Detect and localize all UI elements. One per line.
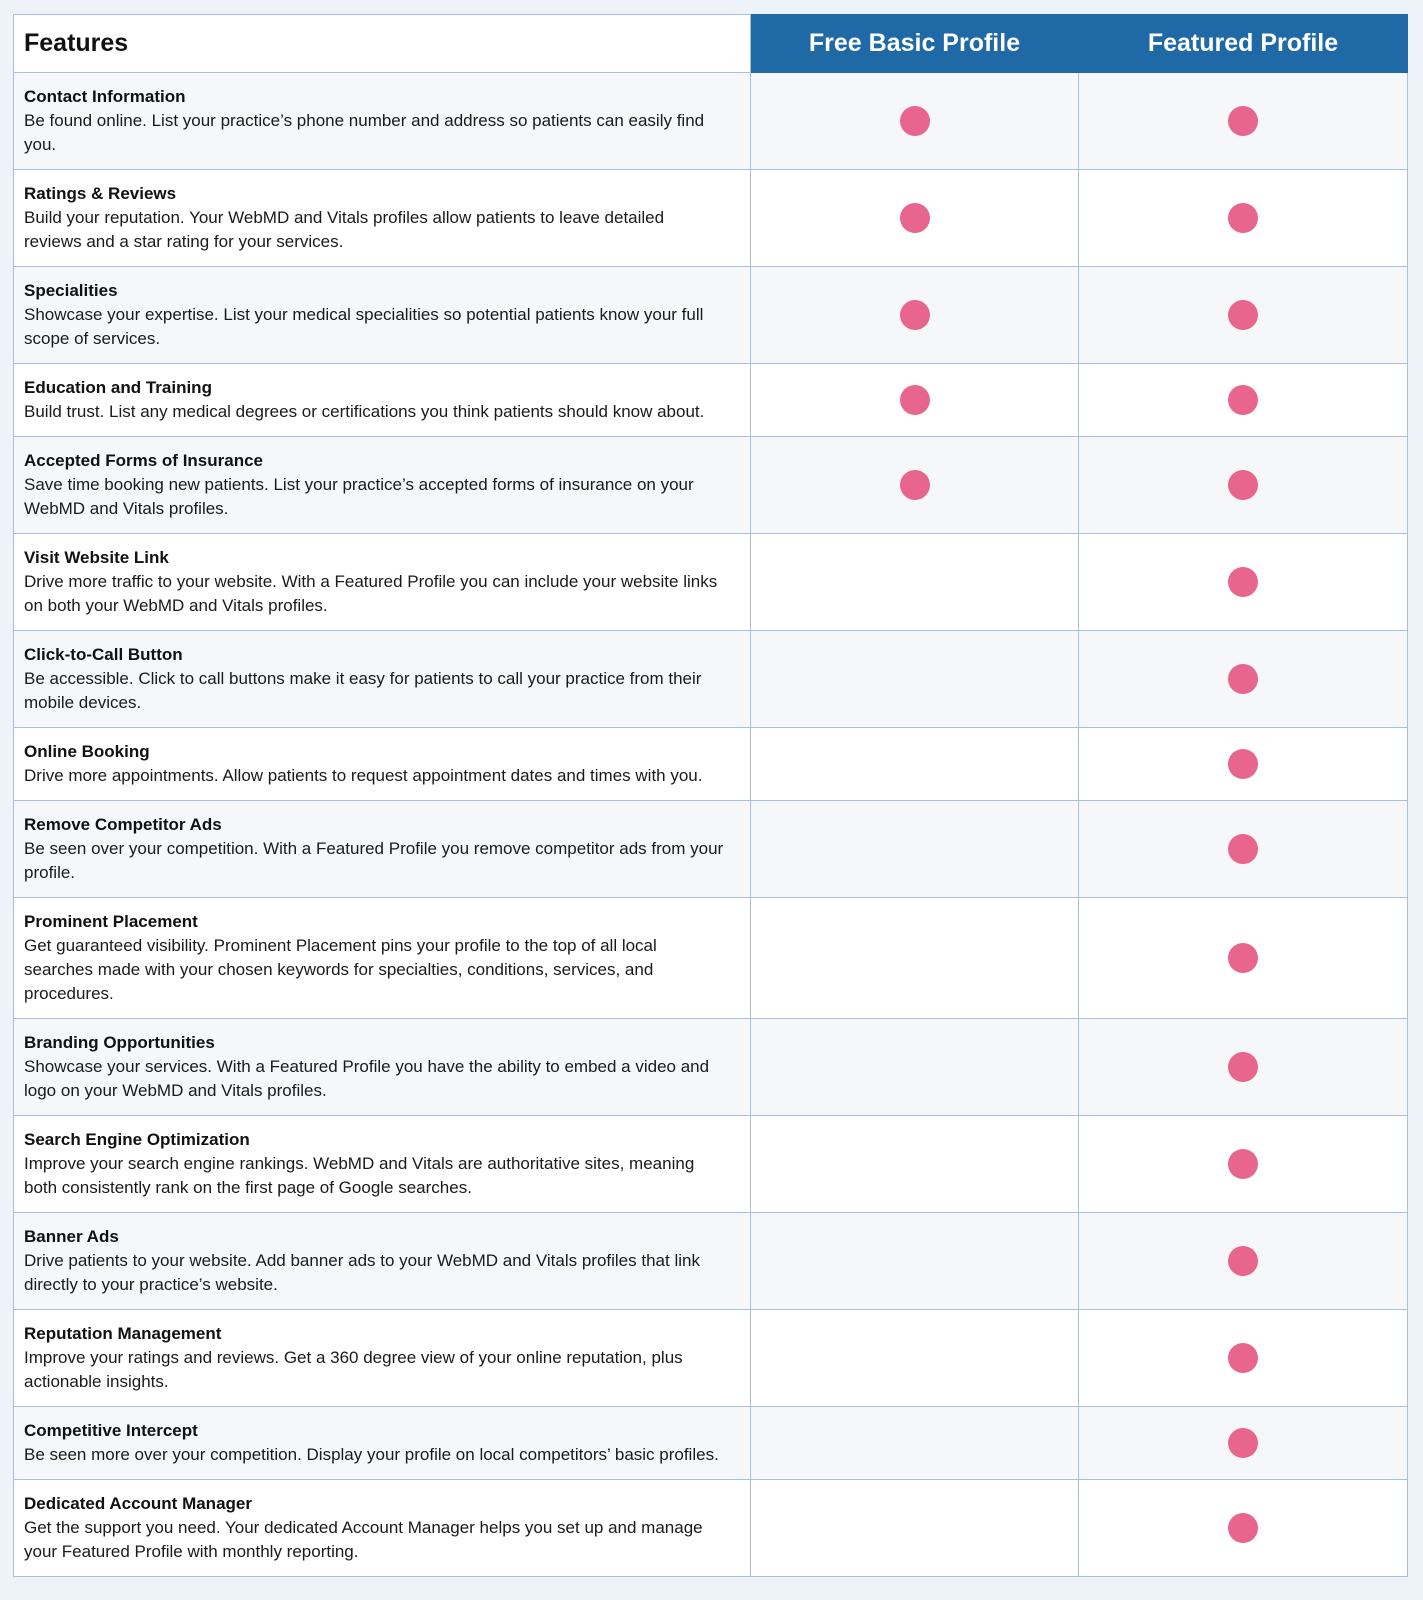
table-body: [14, 73, 1408, 1577]
included-dot-icon: [1228, 943, 1258, 973]
table-row: [14, 631, 1408, 728]
included-dot-icon: [1228, 106, 1258, 136]
feature-name: Competitive Intercept: [24, 1421, 198, 1440]
featured-profile-cell: [1079, 170, 1408, 267]
feature-name: Online Booking: [24, 742, 150, 761]
table-row: [14, 73, 1408, 170]
included-dot-icon: [1228, 1513, 1258, 1543]
free-basic-profile-cell: [751, 170, 1079, 267]
free-basic-profile-cell: [751, 801, 1079, 898]
included-dot-icon: [1228, 203, 1258, 233]
included-dot-icon: [900, 300, 930, 330]
free-basic-profile-cell: [751, 267, 1079, 364]
free-basic-profile-cell: [751, 1310, 1079, 1407]
feature-cell: [14, 728, 751, 801]
feature-description: Be seen more over your competition. Display your profile on local competitors’ basic profiles.: [24, 1445, 719, 1464]
free-basic-profile-cell: [751, 1480, 1079, 1577]
feature-cell: [14, 73, 751, 170]
included-dot-icon: [1228, 567, 1258, 597]
included-dot-icon: [1228, 1343, 1258, 1373]
feature-name: Dedicated Account Manager: [24, 1494, 252, 1513]
feature-description: Build trust. List any medical degrees or certifications you think patients should know about.: [24, 402, 705, 421]
feature-cell: [14, 1116, 751, 1213]
free-basic-profile-cell: [751, 437, 1079, 534]
free-basic-profile-cell: [751, 631, 1079, 728]
included-dot-icon: [1228, 749, 1258, 779]
free-basic-profile-cell: [751, 364, 1079, 437]
featured-profile-cell: [1079, 534, 1408, 631]
included-dot-icon: [1228, 834, 1258, 864]
feature-description: Drive more traffic to your website. With a Featured Profile you can include your website links on both your WebMD and Vitals profiles.: [24, 572, 718, 615]
featured-profile-cell: [1079, 437, 1408, 534]
feature-name: Specialities: [24, 281, 118, 300]
feature-cell: [14, 801, 751, 898]
featured-profile-cell: [1079, 898, 1408, 1019]
feature-cell: [14, 898, 751, 1019]
featured-profile-cell: [1079, 1407, 1408, 1480]
feature-description: Build your reputation. Your WebMD and Vitals profiles allow patients to leave detailed reviews and a star rating for your services.: [24, 208, 665, 251]
included-dot-icon: [900, 203, 930, 233]
included-dot-icon: [900, 470, 930, 500]
included-dot-icon: [1228, 1149, 1258, 1179]
free-basic-profile-cell: [751, 898, 1079, 1019]
included-dot-icon: [1228, 664, 1258, 694]
feature-description: Save time booking new patients. List your practice’s accepted forms of insurance on your WebMD and Vitals profiles.: [24, 475, 694, 518]
feature-name: Ratings & Reviews: [24, 184, 177, 203]
featured-profile-cell: [1079, 1480, 1408, 1577]
feature-name: Search Engine Optimization: [24, 1130, 250, 1149]
feature-name: Reputation Management: [24, 1324, 222, 1343]
table-row: [14, 1480, 1408, 1577]
feature-name: Visit Website Link: [24, 548, 169, 567]
table-row: [14, 364, 1408, 437]
table-row: [14, 1019, 1408, 1116]
feature-description: Be found online. List your practice’s phone number and address so patients can easily find you.: [24, 111, 705, 154]
free-basic-profile-cell: [751, 1407, 1079, 1480]
included-dot-icon: [900, 106, 930, 136]
feature-cell: [14, 1480, 751, 1577]
featured-profile-cell: [1079, 1310, 1408, 1407]
feature-name: Branding Opportunities: [24, 1033, 215, 1052]
included-dot-icon: [1228, 1428, 1258, 1458]
feature-name: Accepted Forms of Insurance: [24, 451, 264, 470]
table-row: [14, 1116, 1408, 1213]
feature-description: Get guaranteed visibility. Prominent Placement pins your profile to the top of all local searches made with your chosen keywords for specialties, conditions, services, and procedures.: [24, 936, 657, 1003]
feature-name: Education and Training: [24, 378, 212, 397]
feature-name: Click-to-Call Button: [24, 645, 183, 664]
feature-cell: [14, 1019, 751, 1116]
feature-description: Improve your search engine rankings. WebMD and Vitals are authoritative sites, meaning both consistently rank on the first page of Google searches.: [24, 1154, 695, 1197]
free-basic-profile-cell: [751, 1213, 1079, 1310]
feature-cell: [14, 437, 751, 534]
feature-cell: [14, 534, 751, 631]
included-dot-icon: [1228, 300, 1258, 330]
feature-description: Be seen over your competition. With a Featured Profile you remove competitor ads from your profile.: [24, 839, 724, 882]
featured-profile-cell: [1079, 1213, 1408, 1310]
featured-profile-cell: [1079, 801, 1408, 898]
free-basic-profile-column-header: Free Basic Profile: [751, 15, 1079, 73]
featured-profile-cell: [1079, 1019, 1408, 1116]
table-row: [14, 801, 1408, 898]
free-basic-profile-cell: [751, 534, 1079, 631]
table-row: [14, 728, 1408, 801]
table-row: [14, 534, 1408, 631]
features-column-header: Features: [14, 15, 751, 73]
featured-profile-cell: [1079, 267, 1408, 364]
feature-description: Showcase your services. With a Featured Profile you have the ability to embed a video and logo on your WebMD and Vitals profiles.: [24, 1057, 710, 1100]
feature-cell: [14, 364, 751, 437]
table-row: [14, 1213, 1408, 1310]
feature-cell: [14, 1310, 751, 1407]
feature-description: Drive more appointments. Allow patients to request appointment dates and times with you.: [24, 766, 703, 785]
featured-profile-cell: [1079, 728, 1408, 801]
free-basic-profile-cell: [751, 728, 1079, 801]
feature-cell: [14, 267, 751, 364]
featured-profile-column-header: Featured Profile: [1079, 15, 1408, 73]
free-basic-profile-cell: [751, 73, 1079, 170]
feature-description: Be accessible. Click to call buttons make it easy for patients to call your practice from their mobile devices.: [24, 669, 702, 712]
table-row: [14, 170, 1408, 267]
included-dot-icon: [900, 385, 930, 415]
included-dot-icon: [1228, 470, 1258, 500]
feature-cell: [14, 631, 751, 728]
feature-description: Drive patients to your website. Add banner ads to your WebMD and Vitals profiles that link directly to your practice’s website.: [24, 1251, 700, 1294]
table-row: [14, 267, 1408, 364]
feature-description: Get the support you need. Your dedicated Account Manager helps you set up and manage your Featured Profile with monthly reporting.: [24, 1518, 703, 1561]
free-basic-profile-cell: [751, 1019, 1079, 1116]
included-dot-icon: [1228, 1052, 1258, 1082]
featured-profile-cell: [1079, 73, 1408, 170]
table-header-row: [14, 15, 1408, 73]
feature-cell: [14, 170, 751, 267]
featured-profile-cell: [1079, 631, 1408, 728]
table-row: [14, 437, 1408, 534]
feature-name: Contact Information: [24, 87, 186, 106]
included-dot-icon: [1228, 385, 1258, 415]
featured-profile-cell: [1079, 364, 1408, 437]
feature-cell: [14, 1407, 751, 1480]
feature-name: Prominent Placement: [24, 912, 198, 931]
table-row: [14, 1407, 1408, 1480]
table-row: [14, 1310, 1408, 1407]
table-row: [14, 898, 1408, 1019]
free-basic-profile-cell: [751, 1116, 1079, 1213]
feature-cell: [14, 1213, 751, 1310]
feature-comparison-table: [13, 14, 1408, 1577]
included-dot-icon: [1228, 1246, 1258, 1276]
feature-description: Improve your ratings and reviews. Get a 360 degree view of your online reputation, plus actionable insights.: [24, 1348, 683, 1391]
feature-name: Banner Ads: [24, 1227, 119, 1246]
featured-profile-cell: [1079, 1116, 1408, 1213]
feature-name: Remove Competitor Ads: [24, 815, 222, 834]
feature-description: Showcase your expertise. List your medical specialities so potential patients know your full scope of services.: [24, 305, 704, 348]
